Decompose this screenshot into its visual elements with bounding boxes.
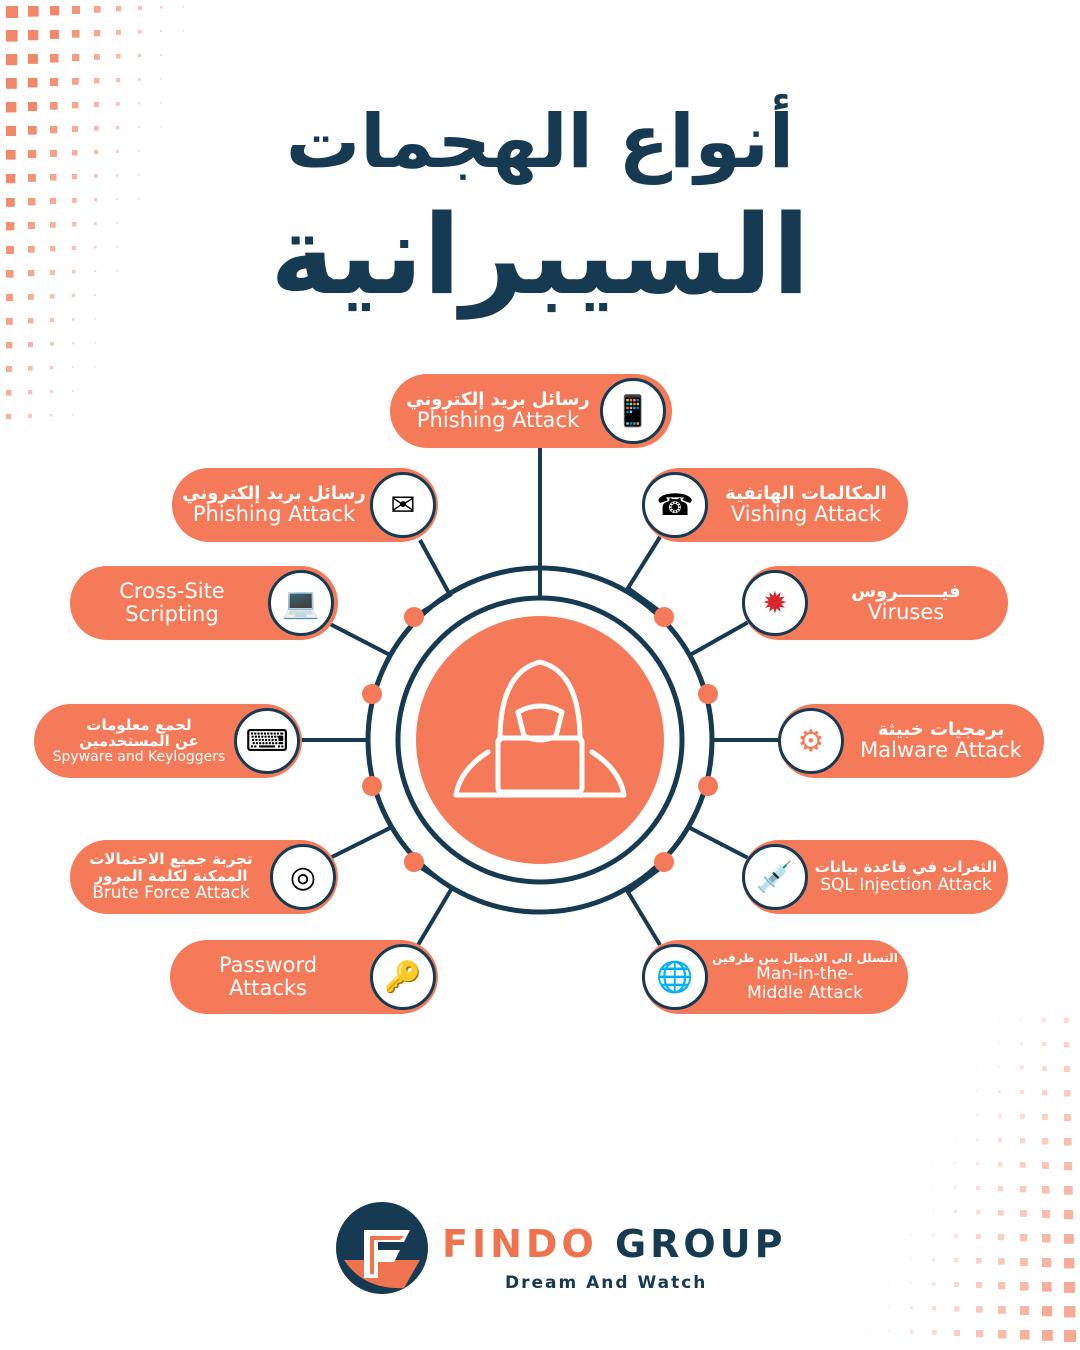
title-line-2: السيبرانية <box>270 191 810 319</box>
malware-ar-label: برمجيات خبيثة <box>877 718 1005 740</box>
vishing-ar-label: المكالمات الهاتفية <box>725 482 887 504</box>
xss-label-line-1: Cross-Site <box>119 578 225 603</box>
title-line-1: أنواع الهجمات <box>285 99 795 185</box>
viruses-en-label: Viruses <box>867 600 945 625</box>
spyware-ar-line-2: عن المستخدمين <box>79 732 199 751</box>
mitm-en-line-2: Middle Attack <box>747 982 863 1003</box>
syringe-icon: 💉 <box>742 844 808 910</box>
brute-force-en-label: Brute Force Attack <box>92 883 250 904</box>
findo-logo-icon <box>334 1200 430 1296</box>
brand-name-part-2: GROUP <box>614 1222 787 1266</box>
password-label-line-1: Password <box>218 952 318 977</box>
phone-wallet-icon: ☎ <box>642 472 708 538</box>
phone-thief-icon: 📱 <box>600 378 666 444</box>
brand-name-part-1: FINDO <box>442 1222 598 1266</box>
binoculars-keyboard-icon: ⌨ <box>234 708 300 774</box>
hacker-laptop-icon: 💻 <box>268 570 334 636</box>
virus-icon: ✹ <box>742 570 808 636</box>
spyware-ar-line-1: لجمع معلومات <box>86 715 192 734</box>
fist-target-icon: ◎ <box>270 844 336 910</box>
mitm-ar-label: التسلل الى الاتصال بين طرفين <box>712 950 898 965</box>
viruses-ar-label: فيـــــــروس <box>851 580 961 602</box>
spyware-en-label: Spyware and Keyloggers <box>52 748 226 765</box>
malware-en-label: Malware Attack <box>860 738 1022 763</box>
password-label-line-2: Attacks <box>229 976 307 1000</box>
sql-en-label: SQL Injection Attack <box>820 874 992 895</box>
brute-force-ar-line-2: الممكنة لكلمة المرور <box>94 866 248 885</box>
xss-label-line-2: Scripting <box>125 602 219 626</box>
laptop-password-icon: 🔑 <box>370 944 436 1010</box>
phishing-top-ar-label: رسائل بريد إلكتروني <box>406 388 590 410</box>
phishing-top-en-label: Phishing Attack <box>416 408 580 433</box>
phishing-left-en-label: Phishing Attack <box>192 502 356 527</box>
malware-gear-icon: ⚙ <box>778 708 844 774</box>
brute-force-ar-line-1: تجربة جميع الاحتمالات <box>89 850 253 869</box>
brand-name <box>442 1222 786 1266</box>
vishing-en-label: Vishing Attack <box>730 502 882 527</box>
brand-tagline: Dream And Watch <box>505 1273 708 1293</box>
sql-ar-label: الثغرات في قاعدة بيانات <box>814 858 998 877</box>
mitm-en-line-1: Man-in-the- <box>756 963 854 984</box>
network-hacker-icon: 🌐 <box>642 944 708 1010</box>
warning-envelope-icon: ✉ <box>370 472 436 538</box>
phishing-left-ar-label: رسائل بريد إلكتروني <box>182 482 366 504</box>
